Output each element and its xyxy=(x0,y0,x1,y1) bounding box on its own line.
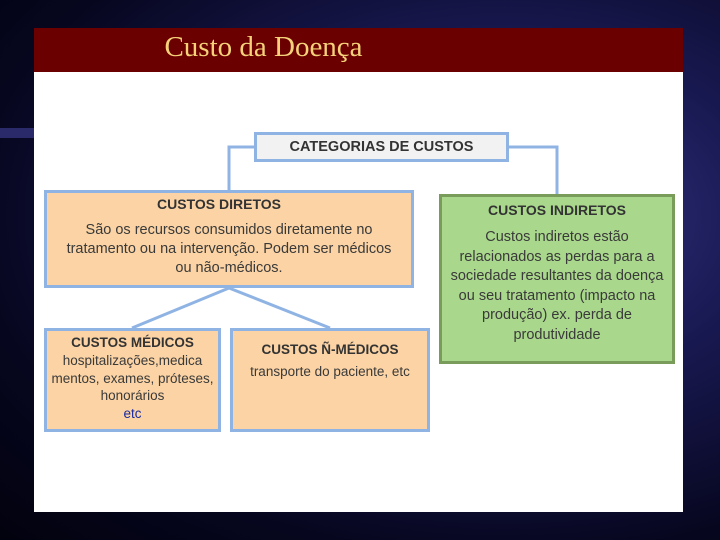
title-bar xyxy=(34,28,683,72)
nonmedical-costs-text: transporte do paciente, etc xyxy=(250,364,410,379)
direct-costs-title: CUSTOS DIRETOS xyxy=(157,196,281,212)
cost-categories-diagram xyxy=(34,72,683,512)
slide-title: Custo da Doença xyxy=(164,31,363,63)
nonmedical-costs-box xyxy=(230,328,430,432)
side-accent-bar xyxy=(0,128,34,138)
indirect-costs-box xyxy=(439,194,675,364)
root-category-box xyxy=(254,132,509,162)
connector-direct-to-nonmedical xyxy=(229,288,330,328)
connector-root-to-indirect xyxy=(509,147,557,194)
direct-costs-text: São os recursos consumidos diretamente no tratamento ou na intervenção. Podem ser médicos ou não-médicos. xyxy=(66,222,392,276)
connector-root-to-direct xyxy=(229,147,254,190)
medical-costs-box xyxy=(44,328,221,432)
connector-direct-to-medical xyxy=(132,288,229,328)
indirect-costs-text: Custos indiretos estão relacionados as perdas para a sociedade resultantes da doença ou seu tratamento (impacto na produção) ex. perda de produtividade xyxy=(450,229,664,343)
slide xyxy=(34,28,683,512)
medical-costs-body xyxy=(47,352,218,422)
medical-costs-etc: etc xyxy=(123,405,142,421)
direct-costs-box xyxy=(44,190,414,288)
medical-costs-text: hospitalizações,medica mentos, exames, próteses, honorários xyxy=(51,353,214,403)
root-category-label: CATEGORIAS DE CUSTOS xyxy=(289,139,474,155)
medical-costs-title: CUSTOS MÉDICOS xyxy=(71,335,194,350)
nonmedical-costs-title: CUSTOS Ñ-MÉDICOS xyxy=(261,342,399,357)
indirect-costs-title: CUSTOS INDIRETOS xyxy=(488,202,626,218)
